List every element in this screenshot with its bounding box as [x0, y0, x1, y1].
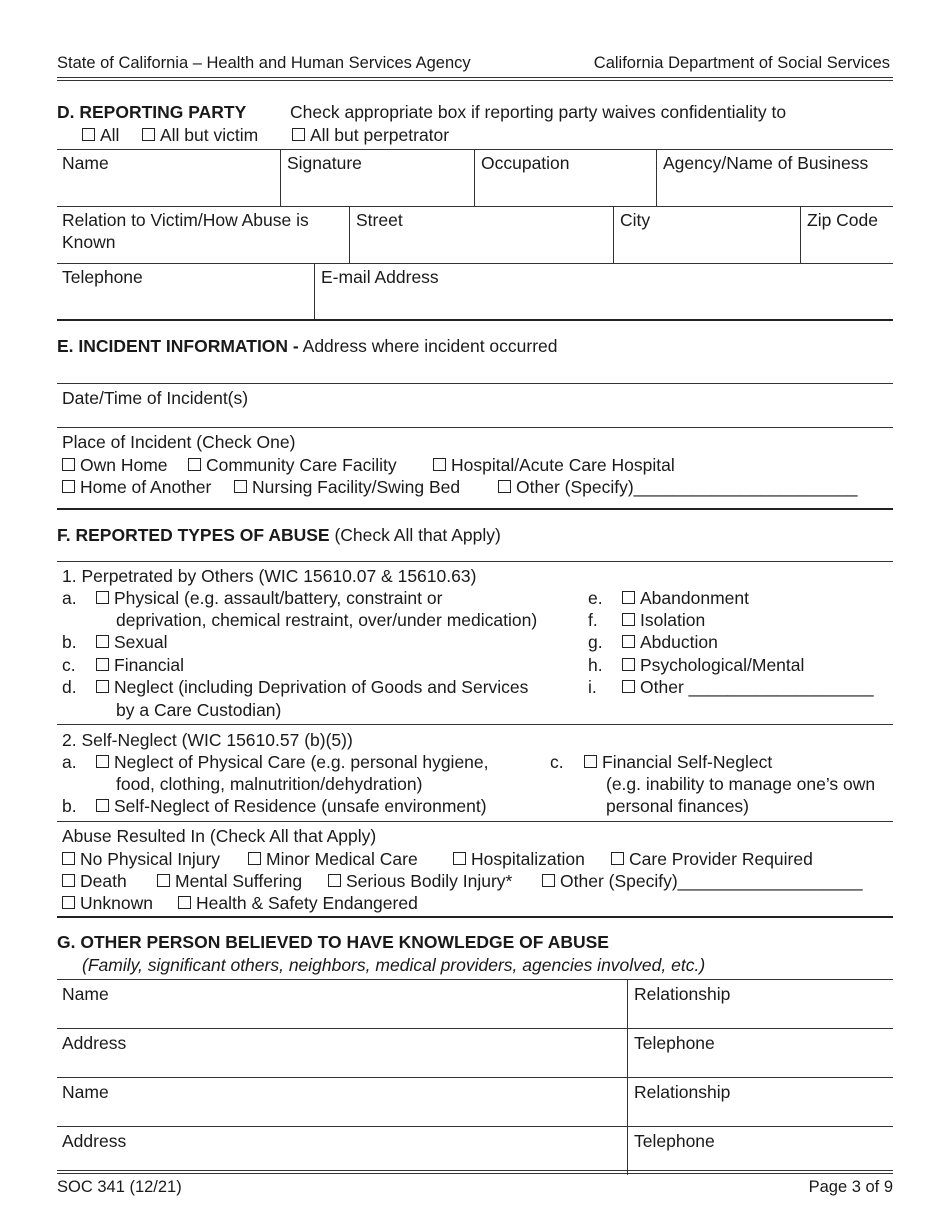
perpetrated-by-others-heading: 1. Perpetrated by Others (WIC 15610.07 & 15610.63) — [62, 566, 477, 586]
field-name[interactable]: Name — [62, 153, 109, 173]
field-city[interactable]: City — [620, 210, 651, 230]
field-zip[interactable]: Zip Code — [807, 210, 879, 230]
abuse-letter-h: h. — [588, 655, 603, 675]
result-no-physical-injury[interactable]: No Physical Injury — [62, 848, 220, 870]
section-d-instruction: Check appropriate box if reporting party waives confidentiality to — [290, 102, 787, 122]
abuse-abduction[interactable]: Abduction — [622, 631, 718, 653]
footer-form-id: SOC 341 (12/21) — [57, 1178, 182, 1196]
g-field-address-1[interactable]: Address — [62, 1033, 127, 1053]
checkbox-icon[interactable] — [96, 799, 109, 812]
waive-all-option[interactable]: All — [82, 124, 119, 146]
abuse-letter-a: a. — [62, 588, 77, 608]
abuse-physical[interactable]: Physical (e.g. assault/battery, constraint or — [96, 587, 442, 609]
field-agency[interactable]: Agency/Name of Business — [663, 153, 869, 173]
result-serious-bodily-injury[interactable]: Serious Bodily Injury* — [328, 870, 512, 892]
place-nursing-facility[interactable]: Nursing Facility/Swing Bed — [234, 476, 460, 498]
checkbox-icon[interactable] — [96, 680, 109, 693]
self-letter-a: a. — [62, 752, 77, 772]
header-divider-2 — [57, 80, 893, 81]
checkbox-icon[interactable] — [62, 874, 75, 887]
checkbox-icon[interactable] — [96, 658, 109, 671]
footer-divider — [57, 1170, 893, 1171]
result-unknown[interactable]: Unknown — [62, 892, 153, 914]
field-signature[interactable]: Signature — [287, 153, 362, 173]
section-e-heading — [57, 335, 558, 357]
g-field-name-2[interactable]: Name — [62, 1082, 109, 1102]
abuse-abandonment[interactable]: Abandonment — [622, 587, 749, 609]
place-other[interactable]: Other (Specify)_______________________ — [498, 476, 858, 498]
place-hospital[interactable]: Hospital/Acute Care Hospital — [433, 454, 675, 476]
section-f-heading — [57, 524, 501, 546]
abuse-financial[interactable]: Financial — [96, 654, 184, 676]
place-own-home[interactable]: Own Home — [62, 454, 168, 476]
checkbox-icon[interactable] — [433, 458, 446, 471]
field-street[interactable]: Street — [356, 210, 403, 230]
g-field-telephone-1[interactable]: Telephone — [634, 1033, 715, 1053]
place-home-of-another[interactable]: Home of Another — [62, 476, 211, 498]
result-other[interactable]: Other (Specify)___________________ — [542, 870, 863, 892]
g-field-relationship-1[interactable]: Relationship — [634, 984, 731, 1004]
self-neglect-financial[interactable]: Financial Self-Neglect — [584, 751, 772, 773]
abuse-letter-c: c. — [62, 655, 76, 675]
checkbox-icon[interactable] — [453, 852, 466, 865]
abuse-letter-g: g. — [588, 632, 603, 652]
abuse-letter-e: e. — [588, 588, 603, 608]
section-f-title: F. REPORTED TYPES OF ABUSE — [57, 525, 330, 545]
self-neglect-physical-care[interactable]: Neglect of Physical Care (e.g. personal hygiene, — [96, 751, 489, 773]
checkbox-icon[interactable] — [622, 613, 635, 626]
abuse-resulted-heading: Abuse Resulted In (Check All that Apply) — [62, 826, 377, 846]
self-neglect-heading: 2. Self-Neglect (WIC 15610.57 (b)(5)) — [62, 730, 353, 750]
checkbox-icon[interactable] — [62, 896, 75, 909]
footer-page-number: Page 3 of 9 — [808, 1178, 893, 1196]
checkbox-icon[interactable] — [96, 755, 109, 768]
abuse-letter-f: f. — [588, 610, 598, 630]
abuse-other[interactable]: Other ___________________ — [622, 676, 874, 698]
checkbox-icon[interactable] — [157, 874, 170, 887]
result-hospitalization[interactable]: Hospitalization — [453, 848, 585, 870]
place-community-care[interactable]: Community Care Facility — [188, 454, 397, 476]
abuse-sexual[interactable]: Sexual — [96, 631, 168, 653]
checkbox-icon[interactable] — [622, 680, 635, 693]
checkbox-icon[interactable] — [178, 896, 191, 909]
field-telephone[interactable]: Telephone — [62, 267, 143, 287]
checkbox-icon[interactable] — [611, 852, 624, 865]
self-letter-b: b. — [62, 796, 77, 816]
field-relation[interactable]: Relation to Victim/How Abuse is Known — [62, 210, 309, 252]
header-department: California Department of Social Services — [593, 54, 890, 72]
checkbox-icon[interactable] — [62, 480, 75, 493]
self-neglect-financial-cont2: personal finances) — [606, 796, 749, 816]
self-neglect-residence[interactable]: Self-Neglect of Residence (unsafe environment) — [96, 795, 487, 817]
waive-all-but-victim-option[interactable]: All but victim — [142, 124, 258, 146]
checkbox-icon[interactable] — [622, 591, 635, 604]
section-e-title: E. INCIDENT INFORMATION - — [57, 336, 299, 356]
place-of-incident-label: Place of Incident (Check One) — [62, 432, 296, 452]
checkbox-icon[interactable] — [248, 852, 261, 865]
abuse-physical-cont: deprivation, chemical restraint, over/under medication) — [116, 610, 538, 630]
result-minor-medical-care[interactable]: Minor Medical Care — [248, 848, 418, 870]
section-e-subtitle: Address where incident occurred — [302, 336, 558, 356]
abuse-letter-i: i. — [588, 677, 597, 697]
abuse-neglect[interactable]: Neglect (including Deprivation of Goods and Services — [96, 676, 528, 698]
abuse-neglect-cont: by a Care Custodian) — [116, 700, 282, 720]
result-death[interactable]: Death — [62, 870, 127, 892]
d-table-bottom — [57, 319, 893, 321]
checkbox-icon[interactable] — [622, 635, 635, 648]
abuse-letter-b: b. — [62, 632, 77, 652]
result-health-safety[interactable]: Health & Safety Endangered — [178, 892, 418, 914]
checkbox-icon[interactable] — [498, 480, 511, 493]
section-g-subtitle: (Family, significant others, neighbors, medical providers, agencies involved, etc.) — [82, 955, 706, 975]
checkbox-icon[interactable] — [328, 874, 341, 887]
section-g-title: G. OTHER PERSON BELIEVED TO HAVE KNOWLEDGE OF ABUSE — [57, 932, 609, 952]
checkbox-icon[interactable] — [62, 852, 75, 865]
checkbox-icon[interactable] — [584, 755, 597, 768]
checkbox-icon[interactable] — [234, 480, 247, 493]
checkbox-icon[interactable] — [142, 128, 155, 141]
g-field-relationship-2[interactable]: Relationship — [634, 1082, 731, 1102]
self-neglect-financial-cont1: (e.g. inability to manage one’s own — [606, 774, 876, 794]
self-letter-c: c. — [550, 752, 564, 772]
g-field-telephone-2[interactable]: Telephone — [634, 1131, 715, 1151]
checkbox-icon[interactable] — [96, 635, 109, 648]
checkbox-icon[interactable] — [62, 458, 75, 471]
header-agency: State of California – Health and Human Services Agency — [57, 54, 471, 72]
checkbox-icon[interactable] — [188, 458, 201, 471]
checkbox-icon[interactable] — [622, 658, 635, 671]
field-incident-date[interactable]: Date/Time of Incident(s) — [62, 388, 249, 408]
field-occupation[interactable]: Occupation — [481, 153, 570, 173]
abuse-isolation[interactable]: Isolation — [622, 609, 705, 631]
abuse-psychological[interactable]: Psychological/Mental — [622, 654, 804, 676]
header-divider — [57, 77, 893, 78]
result-care-provider-required[interactable]: Care Provider Required — [611, 848, 813, 870]
waive-all-but-perpetrator-option[interactable]: All but perpetrator — [292, 124, 449, 146]
checkbox-icon[interactable] — [292, 128, 305, 141]
checkbox-icon[interactable] — [82, 128, 95, 141]
section-d-title: D. REPORTING PARTY — [57, 102, 247, 122]
abuse-letter-d: d. — [62, 677, 77, 697]
field-email[interactable]: E-mail Address — [321, 267, 439, 287]
checkbox-icon[interactable] — [96, 591, 109, 604]
g-field-address-2[interactable]: Address — [62, 1131, 127, 1151]
d-table-top — [57, 149, 893, 150]
result-mental-suffering[interactable]: Mental Suffering — [157, 870, 302, 892]
self-neglect-physical-care-cont: food, clothing, malnutrition/dehydration) — [116, 774, 423, 794]
section-f-subtitle: (Check All that Apply) — [334, 525, 501, 545]
checkbox-icon[interactable] — [542, 874, 555, 887]
g-field-name-1[interactable]: Name — [62, 984, 109, 1004]
